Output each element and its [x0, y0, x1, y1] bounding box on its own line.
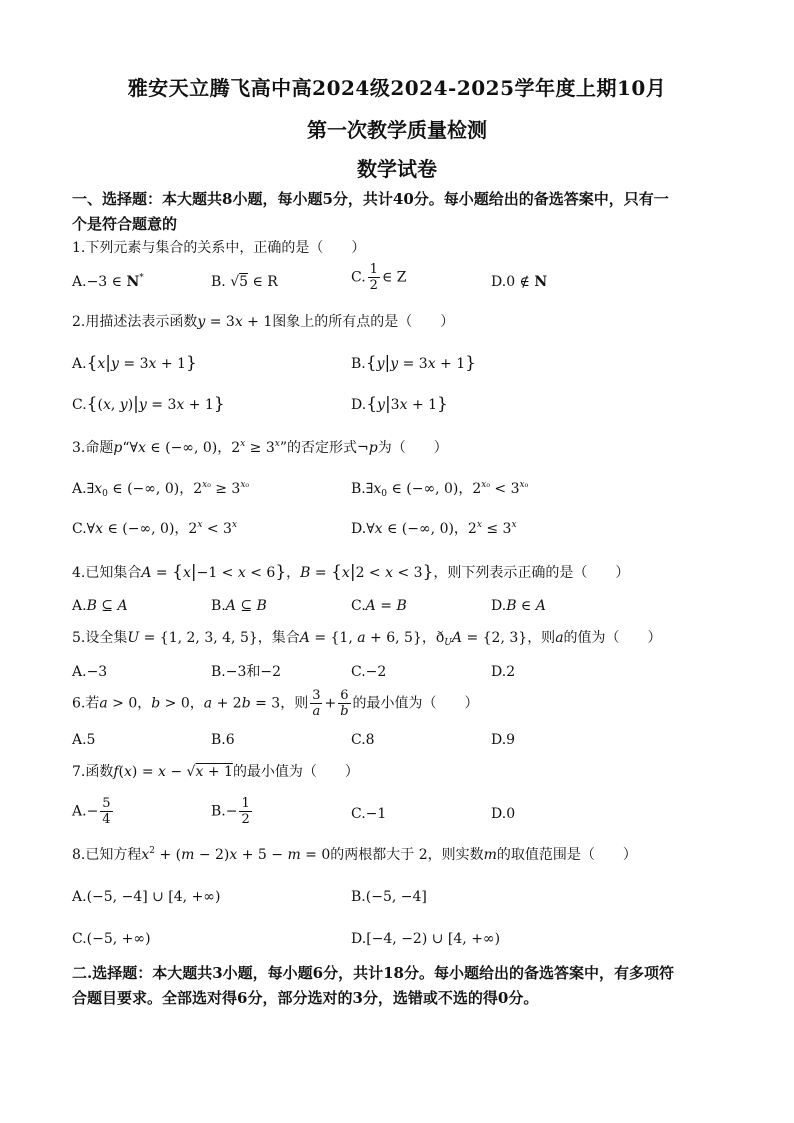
option-letter: A. [72, 889, 87, 905]
question-1-option-b[interactable]: B. √5 ∈ R [211, 274, 278, 290]
question-3-option-c[interactable]: C.∀x ∈ (−∞, 0)，$2^x < 3^x$ [72, 520, 238, 537]
section1-instructions [72, 187, 732, 237]
stem-text: 的值为（ ） [563, 630, 662, 646]
option-text: 2 [506, 664, 516, 680]
question-4-option-a[interactable]: A.B ⊆ A [72, 598, 128, 614]
option-text: −3和−2 [225, 664, 282, 680]
option-letter: C. [351, 664, 366, 680]
question-8-stem: 8.已知方程$x^2 + (m - 2)x + 5 - m = 0$的两根都大于 2，则实数m的取值范围是（ ） [72, 846, 637, 863]
option-letter: C. [72, 397, 87, 413]
question-8-option-a[interactable]: A.(−5, −4] ∪ [4, +∞) [72, 889, 221, 905]
option-letter: B. [351, 889, 366, 905]
question-6-option-a[interactable]: A.5 [72, 732, 96, 748]
exam-title-line2: 第一次教学质量检测 [307, 118, 487, 142]
exam-subject-title: 数学试卷 [357, 157, 437, 181]
question-2-option-a[interactable]: A.{x|y = 3x + 1} [72, 353, 197, 373]
option-letter: C. [72, 521, 87, 537]
stem-text: 的否定形式 [287, 440, 358, 456]
question-6-option-b[interactable]: B.6 [211, 732, 235, 748]
question-2-option-c[interactable]: C.{(x, y)|y = 3x + 1} [72, 394, 225, 414]
option-letter: C. [72, 931, 87, 947]
stem-text: 6.若 [72, 695, 100, 712]
option-letter: B. [211, 274, 226, 290]
option-letter: C. [351, 269, 366, 286]
question-6-option-c[interactable]: C.8 [351, 732, 375, 748]
option-text: −1 [365, 806, 387, 822]
option-letter: D. [351, 521, 367, 537]
stem-text: 的取值范围是（ ） [496, 847, 637, 863]
option-letter: D. [491, 274, 507, 290]
stem-text: 的最小值为（ ） [232, 764, 359, 780]
question-7-option-a[interactable]: A.− $\frac{5}{4}$ [72, 796, 111, 827]
stem-text: 的最小值为（ ） [352, 695, 479, 712]
question-1-option-c[interactable]: C. $\frac{1}{2}$ ∈ Z [351, 262, 407, 293]
question-2-option-d[interactable]: D.{y|3x + 1} [351, 394, 448, 414]
exam-title-line1: 雅安天立腾飞高中高2024级2024-2025学年度上期10月 [127, 76, 667, 100]
option-text: 0 [506, 806, 516, 822]
option-letter: A. [72, 803, 87, 820]
stem-text: 图象上的所有点的是（ ） [272, 314, 455, 330]
option-letter: B. [351, 481, 366, 497]
question-7-option-d[interactable] [491, 803, 515, 825]
stem-text: 为（ ） [377, 440, 448, 456]
question-4-option-d[interactable]: D.B ∈ A [491, 598, 546, 614]
question-3-option-a[interactable]: $A.\exists x_0$ ∈ (−∞, 0)，$2^{x_0} \ge 3^{x_0}$ [72, 480, 250, 499]
question-8-option-d[interactable]: D.[−4, −2) ∪ [4, +∞) [351, 931, 501, 947]
option-letter: A. [72, 274, 87, 290]
question-3-option-b[interactable]: $B.\exists x_0$ ∈ (−∞, 0)，$2^{x_0} < 3^{x_0}$ [351, 480, 529, 499]
stem-text: ，集合 [257, 630, 300, 646]
question-3-option-d[interactable]: D.∀x ∈ (−∞, 0)，$2^x \le 3^x$ [351, 520, 517, 537]
question-5-stem: 5.设全集U = {1, 2, 3, 4, 5}，集合A = {1, a + 6, 5}，$ð_UA = \{2$, 3}，则a的值为（ ） [72, 630, 662, 648]
question-1-option-a[interactable]: A.−3 ∈ N* [72, 273, 144, 290]
option-letter: B. [211, 803, 226, 820]
option-letter: C. [351, 598, 366, 614]
stem-text: 2.用描述法表示函数 [72, 314, 198, 330]
question-6-stem: 6.若a > 0，b > 0，a + 2b = 3，则 $\frac{3}{a}$ + $\frac{6}{b}$ 的最小值为（ ） [72, 688, 479, 719]
question-1-option-d[interactable]: D.0 ∉ N [491, 274, 548, 290]
question-2-option-b[interactable]: B.{y|y = 3x + 1} [351, 353, 476, 373]
question-8-option-b[interactable]: B.(−5, −4] [351, 889, 427, 905]
question-5-option-d[interactable] [491, 661, 515, 683]
question-6-option-d[interactable]: D.9 [491, 732, 516, 748]
option-letter: A. [72, 356, 87, 372]
stem-text: 8.已知方程 [72, 847, 142, 863]
option-letter: B. [211, 664, 226, 680]
option-letter: A. [72, 481, 87, 497]
section1-line2: 个是符合题意的 [72, 215, 178, 233]
section2-line2: 合题目要求。全部选对得6分，部分选对的3分，选错或不选的得0分。 [72, 989, 539, 1007]
stem-text: ，则下列表示正确的是（ ） [433, 565, 630, 581]
option-letter: B. [211, 598, 226, 614]
stem-text: 4.已知集合 [72, 565, 142, 581]
question-1-stem: 1.下列元素与集合的关系中，正确的是（ ） [72, 240, 366, 256]
option-letter: D. [491, 664, 507, 680]
stem-text: 的两根都大于 2，则实数 [330, 847, 484, 863]
option-letter: D. [491, 598, 507, 614]
stem-text: 3.命题 [72, 440, 114, 456]
question-5-option-c[interactable]: C.−2 [351, 664, 387, 680]
option-letter: D. [351, 397, 367, 413]
stem-text: ，则 [527, 630, 556, 646]
question-2-stem: 2.用描述法表示函数y = 3x + 1图象上的所有点的是（ ） [72, 314, 455, 330]
option-letter: A. [72, 664, 87, 680]
question-4-option-c[interactable]: C.A = B [351, 598, 407, 614]
stem-text: 5.设全集 [72, 630, 128, 646]
option-letter: C. [351, 806, 366, 822]
question-7-option-c[interactable] [351, 803, 386, 825]
question-4-stem: 4.已知集合A = {x|−1 < x < 6}，B = {x|2 < x < 3}，则下列表示正确的是（ ） [72, 562, 630, 582]
question-8-option-c[interactable]: C.(−5, +∞) [72, 931, 151, 947]
option-letter: D. [351, 931, 367, 947]
question-4-option-b[interactable]: B.A ⊆ B [211, 598, 267, 614]
question-7-option-b[interactable]: B.− $\frac{1}{2}$ [211, 796, 250, 827]
option-letter: B. [351, 356, 366, 372]
question-7-stem: 7.函数f(x) = x − √x + 1的最小值为（ ） [72, 764, 359, 780]
section2-line1: 二.选择题：本大题共3小题，每小题6分，共计18分。每小题给出的备选答案中，有多项符 [72, 964, 674, 982]
stem-text: 7.函数 [72, 764, 114, 780]
option-letter: A. [72, 598, 87, 614]
option-letter: D. [491, 806, 507, 822]
section2-instructions [72, 961, 732, 1011]
section1-line1: 一、选择题：本大题共8小题，每小题5分，共计40分。每小题给出的备选答案中，只有一 [72, 190, 669, 208]
question-3-stem: 3.命题p“∀x ∈ (−∞, 0)，$2^x \ge 3^x$”的否定形式¬p为（ ） [72, 439, 448, 456]
question-5-option-a[interactable]: A.−3 [72, 664, 108, 680]
question-5-option-b[interactable] [211, 661, 281, 683]
